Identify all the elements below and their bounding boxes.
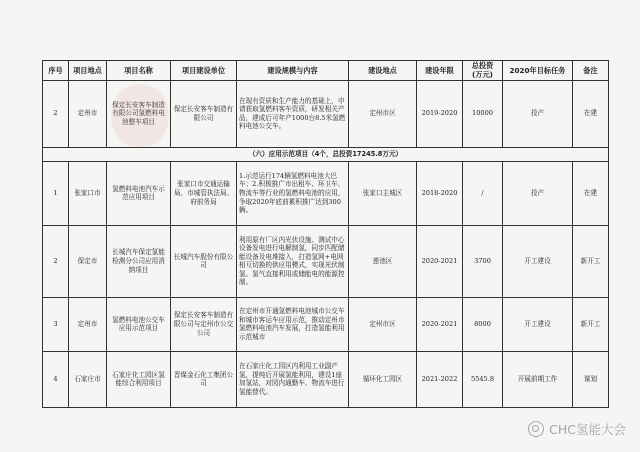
header-no: 序号 [43,61,69,81]
cell-no: 4 [43,351,69,407]
cell-years: 2019-2020 [417,80,463,147]
cell-site: 莲池区 [349,225,417,297]
cell-target: 开工建设 [503,225,573,297]
cell-note: 新开工 [573,225,609,297]
header-scale: 建设规模与内容 [237,61,349,81]
cell-target: 开展前期工作 [503,351,573,407]
cell-no: 2 [43,80,69,147]
table-header-row [43,61,609,81]
cell-scale: 在定州市开通氢燃料电池城市公交车和城市客运车应用示范，推动定州市氢燃料电池汽车发展，打造氢能利用示范城市 [237,297,349,351]
project-table [42,60,609,408]
cell-no: 3 [43,297,69,351]
section-title: （六）应用示范项目（4个，总投资17245.8万元） [43,147,609,161]
header-note: 备注 [573,61,609,81]
cell-investment: 3700 [463,225,503,297]
cell-site: 定州市区 [349,297,417,351]
cell-name: 氢燃料电池汽车示范应用项目 [107,161,171,225]
cell-scale: 1.示范运行174辆氢燃料电池大巴车；2.积极推广市出租车、环卫车、物流车等行业的氢燃料电池的应用，争取2020年底前累积推广达到300辆。 [237,161,349,225]
cell-location: 定州市 [69,297,107,351]
cell-note: 新开工 [573,297,609,351]
header-target: 2020年目标任务 [503,61,573,81]
table-row [43,297,609,351]
header-years: 建设年限 [417,61,463,81]
cell-investment: 5545.8 [463,351,503,407]
cell-note: 在建 [573,161,609,225]
header-name: 项目名称 [107,61,171,81]
cell-site: 张家口主城区 [349,161,417,225]
cell-name: 长城汽车保定氢能检测分公司应用消纳项目 [107,225,171,297]
cell-unit: 保定长安客车制造有限公司与定州市公交公司 [171,297,237,351]
table-row [43,225,609,297]
cell-name: 氢燃料电池公交车应用示范项目 [107,297,171,351]
cell-note: 谋划 [573,351,609,407]
cell-years: 2018-2020 [417,161,463,225]
cell-scale: 在现有资质和生产能力的基础上，申请获取氢燃料客车资质，研发相关产品，建成后可年产1000台8.5米氢燃料电池公交车。 [237,80,349,147]
cell-name: 石家庄化工园区氢能综合利用项目 [107,351,171,407]
section-row [43,147,609,161]
cell-unit: 保定长安客车制造有限公司 [171,80,237,147]
cell-target: 开工建设 [503,297,573,351]
cell-site: 循环化工园区 [349,351,417,407]
cell-site: 定州市区 [349,80,417,147]
cell-location: 张家口市 [69,161,107,225]
header-unit: 项目建设单位 [171,61,237,81]
table-row [43,161,609,225]
cell-location: 石家庄市 [69,351,107,407]
cell-target: 投产 [503,161,573,225]
cell-investment: 8000 [463,297,503,351]
cell-note: 在建 [573,80,609,147]
cell-scale: 利用原有厂区内光伏设施、测试中心设备发电进行电解制氢，同步匹配储能设备及电堆接入，打造氢网+电网相互切换的供应用模式，实现光伏制氢、氢气直接利用或储能电的能源控制。 [237,225,349,297]
cell-years: 2020-2021 [417,297,463,351]
cell-unit: 长城汽车股份有限公司 [171,225,237,297]
cell-years: 2021-2022 [417,351,463,407]
cell-no: 1 [43,161,69,225]
header-location: 项目地点 [69,61,107,81]
table-row [43,351,609,407]
header-site: 建设地点 [349,61,417,81]
cell-investment: 10000 [463,80,503,147]
header-investment: 总投资 (万元) [463,61,503,81]
cell-no: 2 [43,225,69,297]
watermark [528,420,626,438]
table-row [43,80,609,147]
cell-years: 2020-2021 [417,225,463,297]
watermark-text: CHC氢能大会 [549,422,626,437]
cell-name [107,80,171,147]
cell-investment: / [463,161,503,225]
cell-location: 保定市 [69,225,107,297]
cell-target: 投产 [503,80,573,147]
cell-unit: 晋煤金石化工集团公司 [171,351,237,407]
cell-scale: 在石家庄化工园区内利用工业副产氢，提纯后开展氢能利用，建设1座加氢站，对园内通勤车、物流车进行氢能替代。 [237,351,349,407]
camera-circle-icon [528,421,544,437]
cell-unit: 张家口市交通运输局、市城管执法局、府前务局 [171,161,237,225]
cell-name-text: 保定长安客车制造有限公司氢燃料电池整车项目 [112,100,165,126]
cell-location: 定州市 [69,80,107,147]
